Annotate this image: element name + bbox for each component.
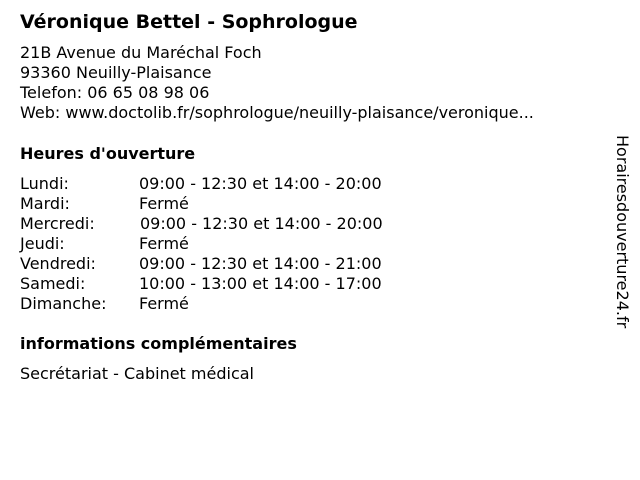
day-label: Samedi:: [20, 274, 86, 293]
site-watermark: Horairesdouverture24.fr: [613, 135, 632, 329]
day-label: Mercredi:: [20, 214, 95, 233]
additional-info-text: Secrétariat - Cabinet médical: [20, 364, 254, 383]
time-value: Fermé: [139, 294, 189, 313]
additional-info-heading: informations complémentaires: [20, 334, 297, 353]
day-label: Jeudi:: [20, 234, 65, 253]
hours-row-sunday: [20, 294, 440, 314]
hours-row-tuesday: [20, 194, 440, 214]
time-value: 09:00 - 12:30 et 14:00 - 20:00: [140, 214, 383, 233]
hours-row-monday: [20, 174, 440, 194]
time-value: 10:00 - 13:00 et 14:00 - 17:00: [139, 274, 382, 293]
day-label: Lundi:: [20, 174, 69, 193]
time-value: Fermé: [139, 234, 189, 253]
time-value: Fermé: [139, 194, 189, 213]
website-link[interactable]: Web: www.doctolib.fr/sophrologue/neuilly-plaisance/veronique...: [20, 103, 534, 122]
opening-hours-heading: Heures d'ouverture: [20, 144, 196, 163]
hours-row-saturday: [20, 274, 440, 294]
day-label: Vendredi:: [20, 254, 96, 273]
phone-number: Telefon: 06 65 08 98 06: [20, 83, 210, 102]
hours-row-wednesday: [20, 214, 440, 234]
address-street: 21B Avenue du Maréchal Foch: [20, 43, 262, 62]
time-value: 09:00 - 12:30 et 14:00 - 21:00: [139, 254, 382, 273]
day-label: Mardi:: [20, 194, 70, 213]
page-title: Véronique Bettel - Sophrologue: [20, 11, 358, 33]
opening-hours-table: [20, 174, 440, 314]
address-city: 93360 Neuilly-Plaisance: [20, 63, 212, 82]
hours-row-thursday: [20, 234, 440, 254]
contact-block: [20, 43, 534, 123]
hours-row-friday: [20, 254, 440, 274]
time-value: 09:00 - 12:30 et 14:00 - 20:00: [139, 174, 382, 193]
day-label: Dimanche:: [20, 294, 107, 313]
